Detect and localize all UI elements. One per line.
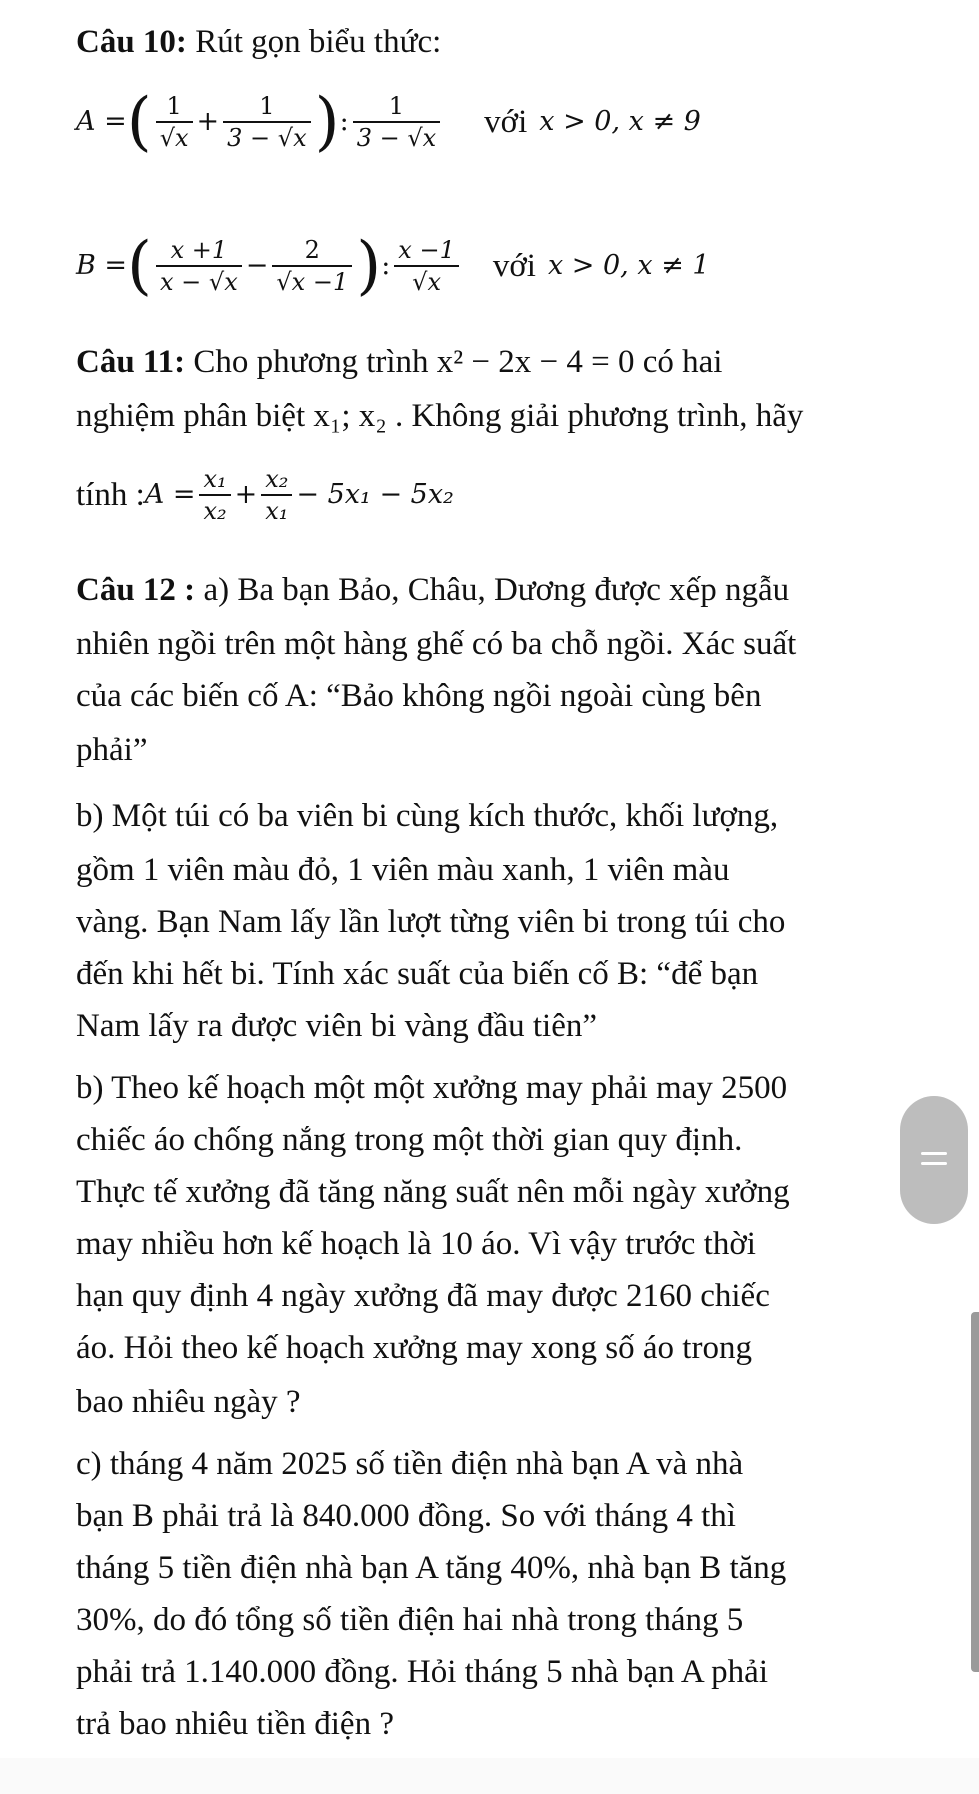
q11-formula-tail: − 5x₁ − 5x₂ xyxy=(296,479,454,510)
expr-a-condition: x > 0, x ≠ 9 xyxy=(539,106,701,137)
expr-b-minus: − xyxy=(245,250,269,281)
expr-a-frac1-num: 1 xyxy=(156,91,193,123)
expr-b-open-paren: ( xyxy=(127,229,153,303)
drag-handle-bar-bottom xyxy=(921,1162,947,1165)
cut-off-next-line xyxy=(0,1758,979,1794)
question-11-label: Câu 11: xyxy=(76,344,186,380)
expr-a-open-paren: ( xyxy=(126,85,152,159)
expr-a-plus: + xyxy=(196,106,220,137)
expr-a-colon: : xyxy=(339,106,349,137)
q11-frac2-num: x₂ xyxy=(261,464,292,496)
question-12a-line-2: nhiên ngồi trên một hàng ghế có ba chỗ ngồi. Xác suất xyxy=(76,626,797,662)
expr-a-condition-word: với xyxy=(484,104,528,140)
question-12a-line-3: của các biến cố A: “Bảo không ngồi ngoài cùng bên xyxy=(76,678,762,714)
expr-b-lhs: B = xyxy=(76,250,128,281)
question-10-heading xyxy=(76,22,441,62)
expr-b-frac2 xyxy=(272,235,352,297)
expr-b-frac1-den: x − √x xyxy=(160,268,238,296)
problem-2-line-2: chiếc áo chống nắng trong một thời gian quy định. xyxy=(76,1122,743,1158)
q11-frac1 xyxy=(199,464,230,526)
problem-2-line-3: Thực tế xưởng đã tăng năng suất nên mỗi ngày xưởng xyxy=(76,1174,790,1210)
expr-a-frac2-den: 3 − √x xyxy=(227,124,307,152)
expr-a-frac3-den: 3 − √x xyxy=(356,124,437,152)
question-12b-line-2: gồm 1 viên màu đỏ, 1 viên màu xanh, 1 viên màu xyxy=(76,852,730,888)
expr-b-frac3-den: √x xyxy=(412,268,441,296)
expr-a-frac1 xyxy=(156,91,193,153)
expr-a-frac2-num: 1 xyxy=(223,91,310,123)
question-12b-line-3: vàng. Bạn Nam lấy lần lượt từng viên bi trong túi cho xyxy=(76,904,786,940)
question-11-prefix: tính : xyxy=(76,477,145,513)
question-12-text-1: a) Ba bạn Bảo, Châu, Dương được xếp ngẫu xyxy=(195,572,790,608)
problem-3-line-4: 30%, do đó tổng số tiền điện hai nhà trong tháng 5 xyxy=(76,1602,744,1638)
question-12b-line-4: đến khi hết bi. Tính xác suất của biến cố B: “để bạn xyxy=(76,956,759,992)
expr-b-frac3-num: x −1 xyxy=(394,235,459,267)
problem-2-line-7: bao nhiêu ngày ? xyxy=(76,1384,301,1420)
problem-3-line-6: trả bao nhiêu tiền điện ? xyxy=(76,1706,394,1742)
q11-plus: + xyxy=(234,479,258,510)
expr-b-frac3 xyxy=(394,235,459,297)
question-10-text: Rút gọn biểu thức: xyxy=(186,24,442,60)
q11-frac2-den: x₁ xyxy=(265,497,289,525)
q11-frac1-num: x₁ xyxy=(199,464,230,496)
problem-2-line-4: may nhiều hơn kế hoạch là 10 áo. Vì vậy trước thời xyxy=(76,1226,756,1262)
expr-b-frac2-den: √x −1 xyxy=(276,268,349,296)
question-12b-line-5: Nam lấy ra được viên bi vàng đầu tiên” xyxy=(76,1008,597,1044)
expr-b-frac1 xyxy=(156,235,242,297)
expr-b-colon: : xyxy=(381,250,391,281)
drag-handle-icon[interactable] xyxy=(900,1096,968,1224)
question-12-label: Câu 12 : xyxy=(76,572,196,608)
problem-3-line-2: bạn B phải trả là 840.000 đồng. So với tháng 4 thì xyxy=(76,1498,736,1534)
expr-a-lhs: A = xyxy=(76,106,127,137)
problem-2-line-5: hạn quy định 4 ngày xưởng đã may được 2160 chiếc xyxy=(76,1278,770,1314)
expr-a-frac2 xyxy=(223,91,310,153)
question-12a-line-4: phải” xyxy=(76,732,148,768)
question-12b-line-1: b) Một túi có ba viên bi cùng kích thước, khối lượng, xyxy=(76,798,779,834)
question-11-line-3 xyxy=(76,452,454,538)
question-11-line-2: nghiệm phân biệt x₁; x₂ . Không giải phương trình, hãy xyxy=(76,398,804,434)
expr-b-frac1-num: x +1 xyxy=(156,235,242,267)
expr-b-condition: x > 0, x ≠ 1 xyxy=(547,250,710,281)
expression-a xyxy=(76,74,701,170)
question-11-line-1 xyxy=(76,342,722,382)
scrollbar[interactable] xyxy=(971,1312,979,1672)
expr-a-close-paren: ) xyxy=(314,85,340,159)
problem-3-line-5: phải trả 1.140.000 đồng. Hỏi tháng 5 nhà bạn A phải xyxy=(76,1654,768,1690)
question-10-label: Câu 10: xyxy=(76,24,187,60)
problem-3-line-1: c) tháng 4 năm 2025 số tiền điện nhà bạn A và nhà xyxy=(76,1446,744,1482)
question-11-text-1: Cho phương trình x² − 2x − 4 = 0 có hai xyxy=(185,344,723,380)
problem-2-line-6: áo. Hỏi theo kế hoạch xưởng may xong số áo trong xyxy=(76,1330,752,1366)
expr-a-frac3 xyxy=(353,91,440,153)
problem-3-line-3: tháng 5 tiền điện nhà bạn A tăng 40%, nhà bạn B tăng xyxy=(76,1550,787,1586)
expression-b xyxy=(76,218,710,314)
expr-b-frac2-num: 2 xyxy=(272,235,352,267)
expr-b-condition-word: với xyxy=(492,248,536,284)
expr-b-close-paren: ) xyxy=(356,229,382,303)
question-12-line-1 xyxy=(76,570,789,610)
q11-frac2 xyxy=(261,464,292,526)
drag-handle-bar-top xyxy=(921,1152,947,1155)
problem-2-line-1: b) Theo kế hoạch một một xưởng may phải may 2500 xyxy=(76,1070,788,1106)
expr-a-frac1-den: √x xyxy=(159,124,189,152)
q11-formula-lhs: A = xyxy=(144,479,196,510)
q11-frac1-den: x₂ xyxy=(203,497,227,525)
expr-a-frac3-num: 1 xyxy=(353,91,440,123)
